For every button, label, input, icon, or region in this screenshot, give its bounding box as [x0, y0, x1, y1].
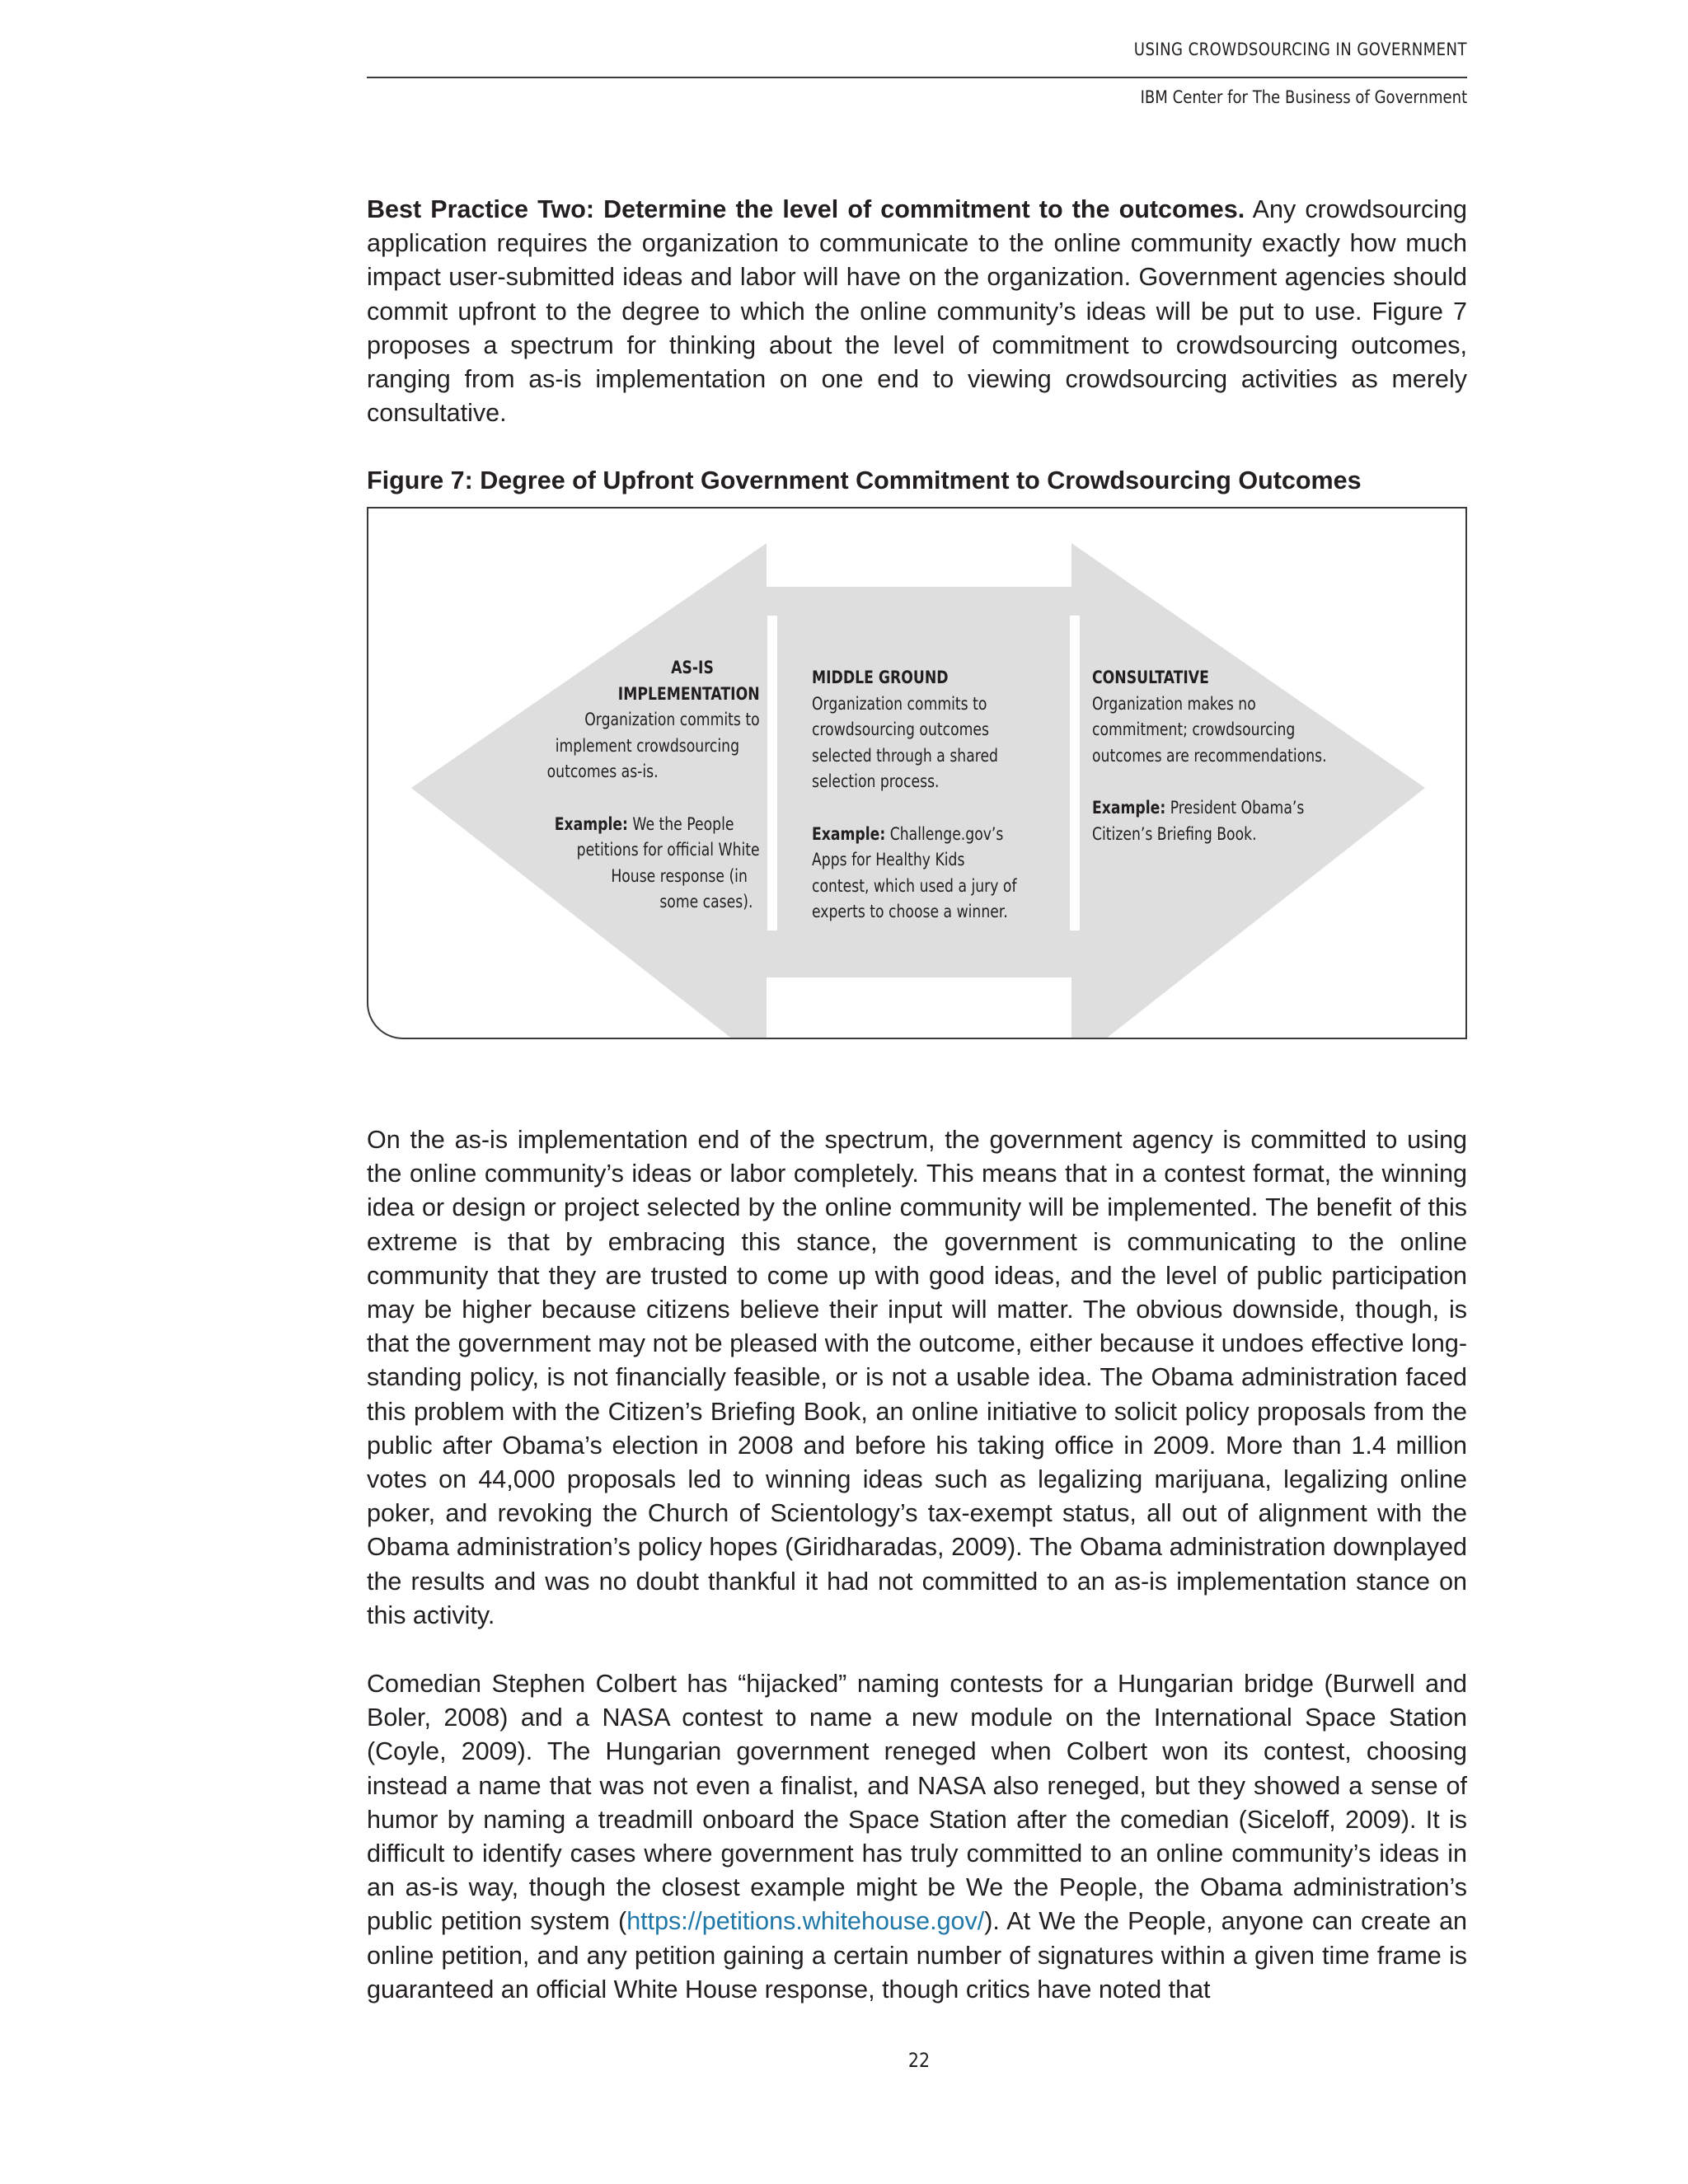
intro-body: Any crowdsourcing application requires the organization to communicate to the online community exactly how much impact user-submitted ideas and labor will have on the organization. Government agencies should commit upfront to the degree to which the online community’s ideas will be put to use. Figure 7 proposes a spectrum for thinking about the level of commitment to crowdsourcing outcomes, ranging from as-is implementation on one end to viewing crowdsourcing activities as merely consultative.: [367, 195, 1467, 428]
consultative-text: [1092, 665, 1327, 847]
as-is-example-line4: some cases).: [659, 892, 753, 912]
consultative-example-line1: Example: President Obama’s: [1092, 797, 1305, 818]
figure-frame: [367, 507, 1467, 1039]
intro-paragraph: [367, 193, 1467, 430]
page-number: 22: [907, 2049, 931, 2072]
consultative-example-line2: Citizen’s Briefing Book.: [1092, 823, 1257, 844]
running-header-title: USING CROWDSOURCING IN GOVERNMENT: [1133, 40, 1467, 59]
as-is-example-line1: Example: We the People: [555, 813, 734, 834]
figure-title: Figure 7: Degree of Upfront Government Commitment to Crowdsourcing Outcomes: [367, 466, 1362, 494]
middle-example-line3: contest, which used a jury of: [812, 875, 1017, 896]
as-is-desc-line3: outcomes as-is.: [547, 762, 659, 782]
best-practice-heading: Best Practice Two: Determine the level of commitment to the outcomes.: [367, 195, 1245, 223]
consultative-desc-line1: Organization makes no: [1092, 693, 1256, 714]
as-is-example-line3: House response (in: [611, 865, 748, 886]
middle-desc-line2: crowdsourcing outcomes: [812, 719, 989, 740]
middle-desc-line3: selected through a shared: [812, 745, 998, 766]
consultative-desc-line3: outcomes are recommendations.: [1092, 745, 1327, 766]
as-is-desc-line1: Organization commits to: [584, 710, 760, 730]
as-is-heading-line1: AS-IS: [671, 658, 715, 677]
as-is-example-line2: petitions for official White: [577, 840, 760, 860]
middle-ground-heading: MIDDLE GROUND: [812, 668, 949, 687]
running-header-org: IBM Center for The Business of Government: [1140, 87, 1467, 107]
middle-example-line2: Apps for Healthy Kids: [812, 850, 965, 870]
colbert-text-after-link: ). At We the People, anyone can create an online petition, and any petition gaining a certain number of signatures within a given time frame is guaranteed an official White House response, though critics have noted that: [367, 1907, 1468, 2004]
consultative-heading: CONSULTATIVE: [1092, 668, 1209, 687]
middle-desc-line1: Organization commits to: [812, 693, 987, 714]
header-rule: [367, 77, 1467, 78]
as-is-implementation-text: [547, 655, 760, 916]
middle-example-line1: Example: Challenge.gov’s: [812, 823, 1004, 844]
middle-ground-text: [812, 665, 1017, 926]
middle-desc-line4: selection process.: [812, 771, 940, 792]
colbert-text-before-link: Comedian Stephen Colbert has “hijacked” naming contests for a Hungarian bridge (Burwell and Boler, 2008) and a NASA contest to name a new module on the International Space Station (Coyle, 2009). The Hungarian government reneged when Colbert won its contest, choosing instead a name that was not even a finalist, and NASA also reneged, but they showed a sense of humor by naming a treadmill onboard the Space Station after the comedian (Siceloff, 2009). It is difficult to identify cases where government has truly committed to an online community’s ideas in an as-is way, though the closest example might be We the People, the Obama administration’s public petition system (: [367, 1670, 1467, 1936]
as-is-desc-line2: implement crowdsourcing: [556, 735, 740, 756]
middle-example-line4: experts to choose a winner.: [812, 902, 1008, 922]
consultative-desc-line2: commitment; crowdsourcing: [1092, 719, 1296, 740]
as-is-heading-line2: IMPLEMENTATION: [618, 683, 760, 704]
petitions-link[interactable]: https://petitions.whitehouse.gov/: [626, 1907, 985, 1936]
as-is-discussion-paragraph: On the as-is implementation end of the spectrum, the government agency is committed to using the online community’s ideas or labor completely. This means that in a contest format, the winning idea or design or project selected by the online community will be implemented. The benefit of this extreme is that by embracing this stance, the government is communicating to the online community that they are trusted to come up with good ideas, and the level of public participation may be higher because citizens believe their input will matter. The obvious downside, though, is that the government may not be pleased with the outcome, either because it undoes effective long-standing policy, is not financially feasible, or is not a usable idea. The Obama administration faced this problem with the Citizen’s Briefing Book, an online initiative to solicit policy proposals from the public after Obama’s election in 2008 and before his taking office in 2009. More than 1.4 million votes on 44,000 proposals led to winning ideas such as legalizing marijuana, legalizing online poker, and revoking the Church of Scientology’s tax-exempt status, all out of alignment with the Obama administration’s policy hopes (Giridharadas, 2009). The Obama administration downplayed the results and was no doubt thankful it had not committed to an as-is implementation stance on this activity.: [367, 1126, 1467, 1629]
colbert-paragraph: [367, 1667, 1467, 2007]
